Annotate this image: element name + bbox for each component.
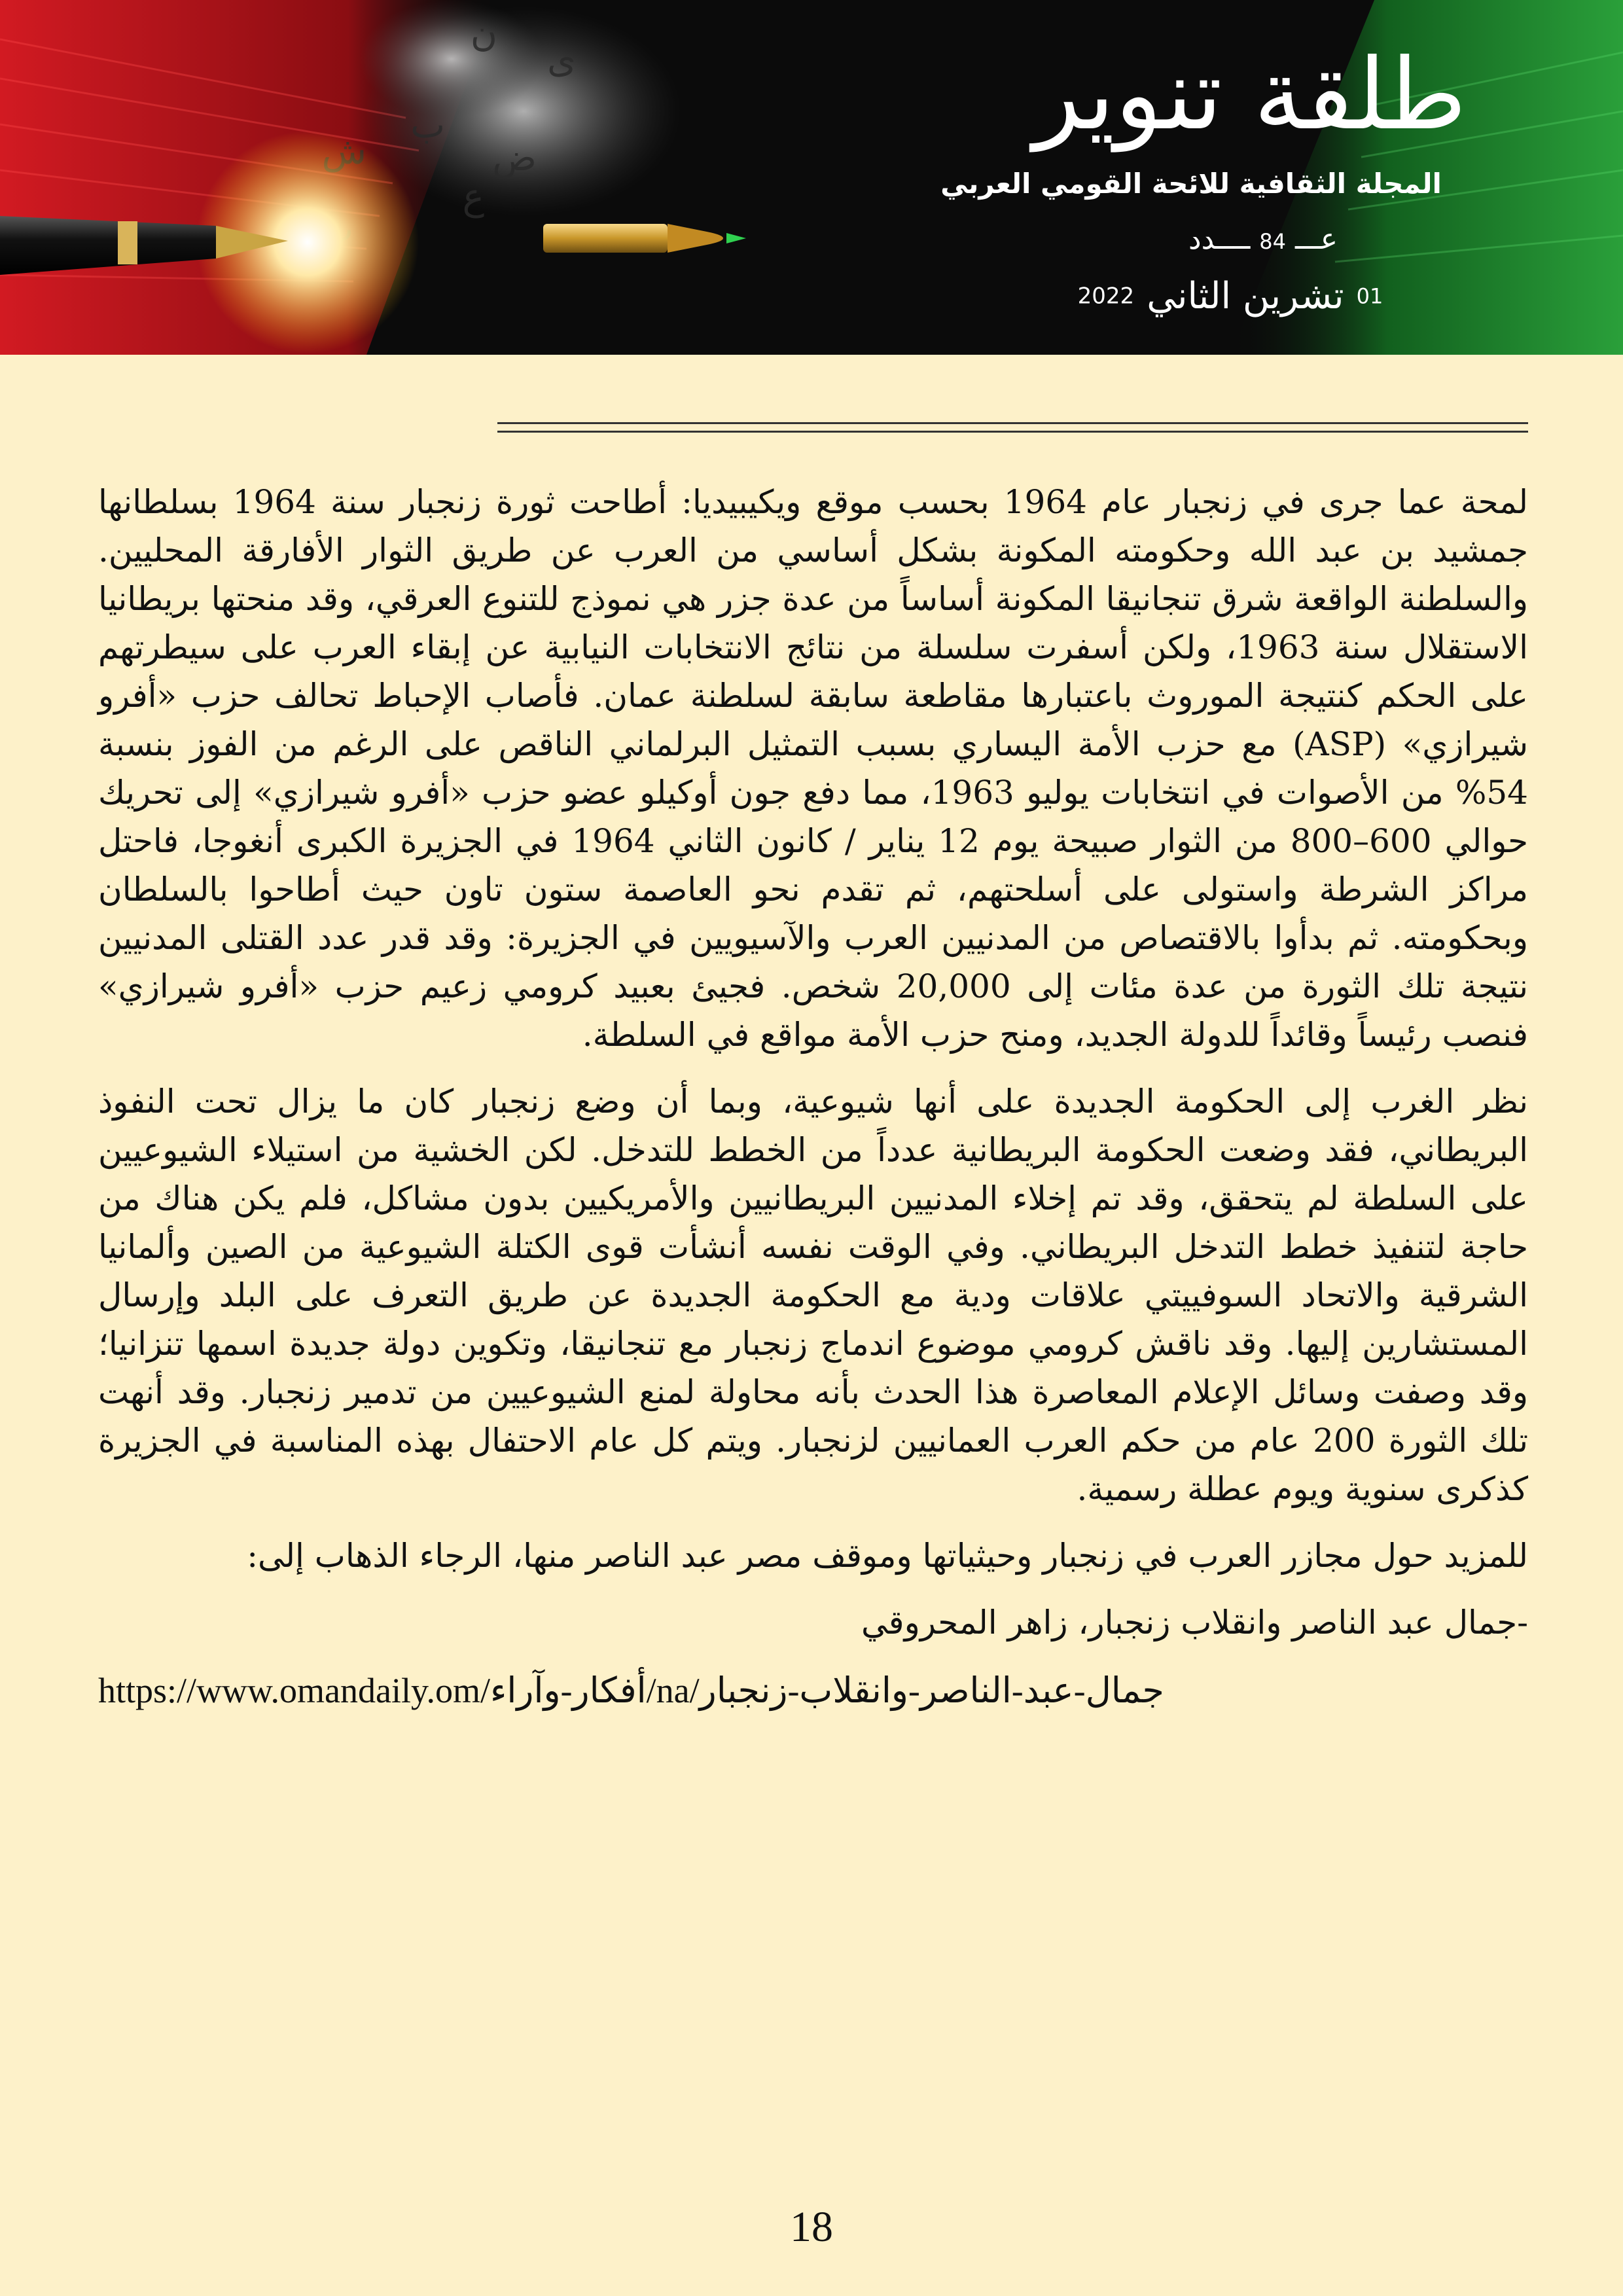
article-paragraph: لمحة عما جرى في زنجبار عام 1964 بحسب موقع ويكيبيديا: أطاحت ثورة زنجبار سنة 1964 بسلطانها جمشيد بن عبد الله وحكومته المكونة بشكل أساسي من العرب عن طريق الثوار الأفارقة المحليين. والسلطنة الواقعة شرق تنجانيقا المكونة أساساً من عدة جزر هي نموذج للتنوع العرقي، وقد منحتها بريطانيا الاستقلال سنة 1963، ولكن أسفرت سلسلة من نتائج الانتخابات النيابية عن إبقاء العرب على سيطرتهم على الحكم كنتيجة الموروث باعتبارها مقاطعة سابقة لسلطنة عمان. فأصاب الإحباط تحالف حزب «أفرو شيرازي» (ASP) مع حزب الأمة اليساري بسبب التمثيل البرلماني الناقص على الرغم من الفوز بنسبة 54% من الأصوات في انتخابات يوليو 1963، مما دفع جون أوكيلو عضو حزب «أفرو شيرازي» إلى تحريك حوالي 600–800 من الثوار صبيحة يوم 12 يناير / كانون الثاني 1964 في الجزيرة الكبرى أنغوجا، فاحتل مراكز الشرطة واستولى على أسلحتهم، ثم تقدم نحو العاصمة ستون تاون حيث أطاحوا بالسلطان وبحكومته. ثم بدأوا بالاقتصاص من المدنيين العرب والآسيويين في الجزيرة: وقد قدر عدد القتلى المدنيين نتيجة تلك الثورة من عدة مئات إلى 20,000 شخص. فجيئ بعبيد كرومي زعيم حزب «أفرو شيرازي» فنصب رئيساً وقائداً للدولة الجديد، ومنح حزب الأمة مواقع في السلطة.	[98, 483, 1529, 1054]
bullet-icon	[543, 224, 746, 253]
issue-number	[1086, 223, 1440, 256]
magazine-title: طلقة تنوير	[1033, 38, 1467, 152]
magazine-subtitle: المجلة الثقافية للائحة القومي العربي	[940, 168, 1442, 200]
issue-number-value: 84	[1259, 229, 1287, 254]
date-year: 2022	[1077, 283, 1135, 310]
reference-title: -جمال عبد الناصر وانقلاب زنجبار، زاهر المحروقي	[861, 1604, 1528, 1641]
separator-line	[497, 422, 1528, 433]
article-paragraph: نظر الغرب إلى الحكومة الجديدة على أنها شيوعية، وبما أن وضع زنجبار كان ما يزال تحت النفوذ البريطاني، فقد وضعت الحكومة البريطانية عدداً من الخطط للتدخل. لكن الخشية من استيلاء الشيوعيين على السلطة لم يتحقق، وقد تم إخلاء المدنيين البريطانيين والأمريكيين بدون مشاكل، فلم يكن هناك من حاجة لتنفيذ خطط التدخل البريطاني. وفي الوقت نفسه أنشأت قوى الكتلة الشيوعية من الصين وألمانيا الشرقية والاتحاد السوفييتي علاقات ودية مع الحكومة الجديدة عن طريق التعرف على البلد وإرسال المستشارين إليها. وقد ناقش كرومي موضوع اندماج زنجبار مع تنجانيقا، وتكوين دولة جديدة اسمها تنزانيا؛ وقد وصفت وسائل الإعلام المعاصرة هذا الحدث بأنه محاولة لمنع الشيوعيين من تدمير زنجبار. وقد أنهت تلك الثورة 200 عام من حكم العرب العمانيين لزنجبار. ويتم كل عام الاحتفال بهذه المناسبة في الجزيرة كذكرى سنوية ويوم عطلة رسمية.	[98, 1083, 1528, 1508]
magazine-banner	[0, 0, 1623, 355]
svg-text:ى: ى	[547, 39, 576, 81]
page-number: 18	[790, 2203, 833, 2251]
reference-link[interactable]: https://www.omandaily.om/أفكار-وآراء/na/جمال-عبد-الناصر-وانقلاب-زنجبار	[98, 1671, 1164, 1710]
issue-date	[1021, 275, 1440, 317]
svg-text:ض: ض	[492, 137, 537, 179]
article-body	[98, 478, 1528, 1733]
article-paragraph: للمزيد حول مجازر العرب في زنجبار وحيثياتها وموقف مصر عبد الناصر منها، الرجاء الذهاب إلى:	[247, 1537, 1528, 1575]
issue-prefix: عـــ	[1295, 223, 1338, 256]
svg-text:ب: ب	[410, 104, 445, 147]
svg-text:ن: ن	[470, 12, 497, 55]
date-month: تشرين الثاني	[1147, 275, 1344, 317]
date-day: 01	[1356, 283, 1383, 309]
svg-text:ع: ع	[462, 176, 484, 219]
issue-suffix: ــــدد	[1188, 223, 1251, 256]
